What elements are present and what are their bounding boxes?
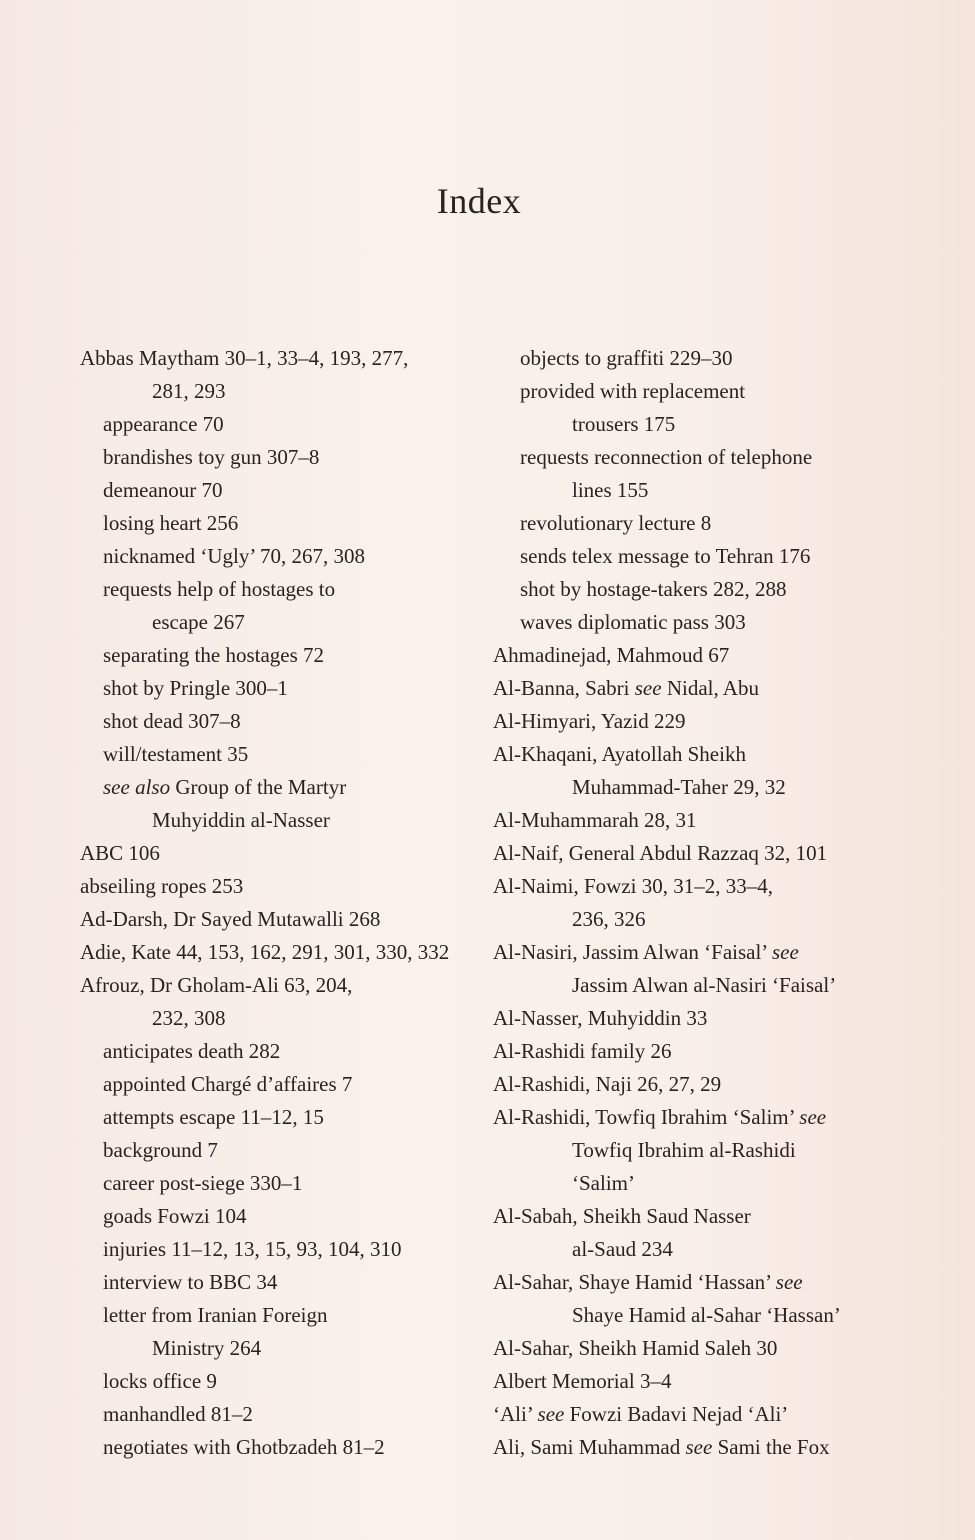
index-subentry (103, 742, 248, 766)
index-subentry (103, 478, 223, 502)
entry-text: Al-Rashidi family 26 (493, 1039, 672, 1063)
entry-text: Al-Nasiri, Jassim Alwan ‘Faisal’ (493, 940, 772, 964)
entry-text: Fowzi Badavi Nejad ‘Ali’ (564, 1402, 789, 1426)
entry-text: Al-Naimi, Fowzi 30, 31–2, 33–4, (493, 874, 773, 898)
index-entry (80, 841, 160, 865)
entry-text: waves diplomatic pass 303 (520, 610, 746, 634)
entry-text: requests help of hostages to (103, 577, 336, 601)
index-subentry (103, 544, 365, 568)
index-entry-continuation (572, 907, 646, 931)
index-entry-continuation (572, 973, 836, 997)
entry-text: al-Saud 234 (572, 1237, 673, 1261)
entry-text: ‘Salim’ (572, 1171, 635, 1195)
index-entry-continuation (572, 1171, 635, 1195)
entry-text: Al-Himyari, Yazid 229 (493, 709, 686, 733)
entry-text: Muhyiddin al-Nasser (152, 808, 330, 832)
index-entry (493, 1270, 803, 1294)
index-entry (493, 1039, 671, 1063)
entry-text: Al-Muhammarah 28, 31 (493, 808, 697, 832)
entry-text: Group of the Martyr (170, 775, 347, 799)
entry-text: shot dead 307–8 (103, 709, 241, 733)
entry-text: Al-Naif, General Abdul Razzaq 32, 101 (493, 841, 828, 865)
index-entry-continuation (152, 1336, 261, 1360)
entry-text: attempts escape 11–12, 15 (103, 1105, 324, 1129)
index-entry-continuation (572, 775, 786, 799)
index-entry (493, 940, 799, 964)
entry-text: ‘Ali’ (493, 1402, 538, 1426)
index-entry-continuation (152, 610, 245, 634)
index-subentry (520, 544, 810, 568)
index-subentry (103, 676, 288, 700)
index-subentry (103, 1369, 217, 1393)
entry-text: Al-Rashidi, Naji 26, 27, 29 (493, 1072, 722, 1096)
entry-text: 281, 293 (152, 379, 226, 403)
index-subentry (103, 577, 335, 601)
entry-text: Ministry 264 (152, 1336, 262, 1360)
entry-text: losing heart 256 (103, 511, 239, 535)
entry-text: locks office 9 (103, 1369, 217, 1393)
cross-reference-label: see also (103, 775, 171, 799)
entry-text: revolutionary lecture 8 (520, 511, 712, 535)
index-subentry (103, 709, 241, 733)
index-entry-continuation (152, 379, 226, 403)
entry-text: escape 267 (152, 610, 245, 634)
index-entry (493, 643, 729, 667)
index-entry (80, 940, 449, 964)
entry-text: Jassim Alwan al-Nasiri ‘Faisal’ (572, 973, 837, 997)
index-entry (493, 808, 697, 832)
index-subentry (103, 1270, 277, 1294)
index-subentry (103, 1237, 401, 1261)
entry-text: Sami the Fox (712, 1435, 830, 1459)
entry-text: Al-Banna, Sabri (493, 676, 635, 700)
index-entry (493, 676, 759, 700)
entry-text: goads Fowzi 104 (103, 1204, 247, 1228)
entry-text: trousers 175 (572, 412, 676, 436)
entry-text: appearance 70 (103, 412, 224, 436)
index-entry-continuation (572, 412, 675, 436)
index-subentry (520, 346, 733, 370)
index-subentry (103, 1303, 328, 1327)
index-subentry (103, 1039, 280, 1063)
index-entry (80, 973, 352, 997)
entry-text: shot by Pringle 300–1 (103, 676, 288, 700)
index-entry-continuation (572, 1303, 841, 1327)
entry-text: negotiates with Ghotbzadeh 81–2 (103, 1435, 385, 1459)
index-entry-continuation (572, 1237, 673, 1261)
entry-text: shot by hostage-takers 282, 288 (520, 577, 787, 601)
index-entry (80, 874, 243, 898)
index-entry (493, 709, 686, 733)
entry-text: brandishes toy gun 307–8 (103, 445, 320, 469)
index-entry (493, 1204, 751, 1228)
entry-text: Al-Nasser, Muhyiddin 33 (493, 1006, 708, 1030)
index-subentry (103, 1204, 247, 1228)
index-entry (80, 907, 380, 931)
index-subentry (103, 1105, 324, 1129)
entry-text: 236, 326 (572, 907, 646, 931)
entry-text: injuries 11–12, 13, 15, 93, 104, 310 (103, 1237, 402, 1261)
entry-text: career post-siege 330–1 (103, 1171, 303, 1195)
entry-text: Muhammad-Taher 29, 32 (572, 775, 786, 799)
index-entry-continuation (572, 1138, 796, 1162)
cross-reference-label: see (799, 1105, 827, 1129)
index-entry (493, 1435, 830, 1459)
entry-text: nicknamed ‘Ugly’ 70, 267, 308 (103, 544, 366, 568)
entry-text: background 7 (103, 1138, 218, 1162)
cross-reference-label: see (634, 676, 662, 700)
index-entry (493, 1072, 721, 1096)
index-subentry (520, 379, 745, 403)
entry-text: lines 155 (572, 478, 649, 502)
index-subentry (103, 1402, 253, 1426)
entry-text: Ahmadinejad, Mahmoud 67 (493, 643, 730, 667)
entry-text: Al-Sabah, Sheikh Saud Nasser (493, 1204, 751, 1228)
entry-text: separating the hostages 72 (103, 643, 325, 667)
index-subentry (103, 775, 346, 799)
index-subentry (103, 1072, 352, 1096)
entry-text: Abbas Maytham 30–1, 33–4, 193, 277, (80, 346, 409, 370)
index-entry (80, 346, 408, 370)
index-subentry (103, 1171, 302, 1195)
index-subentry (103, 1138, 218, 1162)
entry-text: will/testament 35 (103, 742, 249, 766)
index-entry (493, 1402, 788, 1426)
entry-text: ABC 106 (80, 841, 160, 865)
cross-reference-label: see (537, 1402, 565, 1426)
entry-text: Shaye Hamid al-Sahar ‘Hassan’ (572, 1303, 841, 1327)
entry-text: abseiling ropes 253 (80, 874, 244, 898)
entry-text: sends telex message to Tehran 176 (520, 544, 811, 568)
index-entry-continuation (572, 478, 648, 502)
entry-text: Al-Sahar, Shaye Hamid ‘Hassan’ (493, 1270, 776, 1294)
index-entry-continuation (152, 1006, 226, 1030)
entry-text: letter from Iranian Foreign (103, 1303, 328, 1327)
index-subentry (103, 643, 324, 667)
index-subentry (103, 1435, 385, 1459)
entry-text: Towfiq Ibrahim al-Rashidi (572, 1138, 796, 1162)
index-entry (493, 742, 746, 766)
index-subentry (103, 412, 224, 436)
index-subentry (520, 577, 787, 601)
entry-text: Afrouz, Dr Gholam-Ali 63, 204, (80, 973, 353, 997)
entry-text: anticipates death 282 (103, 1039, 281, 1063)
entry-text: Al-Rashidi, Towfiq Ibrahim ‘Salim’ (493, 1105, 800, 1129)
index-entry (493, 1105, 826, 1129)
entry-text: appointed Chargé d’affaires 7 (103, 1072, 353, 1096)
entry-text: Albert Memorial 3–4 (493, 1369, 672, 1393)
index-entry (493, 1006, 707, 1030)
index-subentry (520, 610, 746, 634)
entry-text: Ali, Sami Muhammad (493, 1435, 686, 1459)
entry-text: manhandled 81–2 (103, 1402, 253, 1426)
entry-text: 232, 308 (152, 1006, 226, 1030)
entry-text: requests reconnection of telephone (520, 445, 813, 469)
index-entry (493, 1369, 671, 1393)
index-subentry (520, 445, 812, 469)
index-subentry (103, 511, 238, 535)
entry-text: Adie, Kate 44, 153, 162, 291, 301, 330, 332 (80, 940, 450, 964)
page-title: Index (436, 181, 522, 221)
entry-text: demeanour 70 (103, 478, 223, 502)
index-subentry (520, 511, 711, 535)
entry-text: Ad-Darsh, Dr Sayed Mutawalli 268 (80, 907, 381, 931)
cross-reference-label: see (685, 1435, 713, 1459)
cross-reference-label: see (772, 940, 799, 964)
index-entry-continuation (152, 808, 330, 832)
entry-text: Al-Sahar, Sheikh Hamid Saleh 30 (493, 1336, 778, 1360)
cross-reference-label: see (775, 1270, 803, 1294)
index-entry (493, 841, 827, 865)
entry-text: Nidal, Abu (661, 676, 759, 700)
index-entry (493, 1336, 777, 1360)
entry-text: Al-Khaqani, Ayatollah Sheikh (493, 742, 746, 766)
index-subentry (103, 445, 319, 469)
entry-text: provided with replacement (520, 379, 746, 403)
entry-text: interview to BBC 34 (103, 1270, 278, 1294)
entry-text: objects to graffiti 229–30 (520, 346, 733, 370)
index-entry (493, 874, 773, 898)
